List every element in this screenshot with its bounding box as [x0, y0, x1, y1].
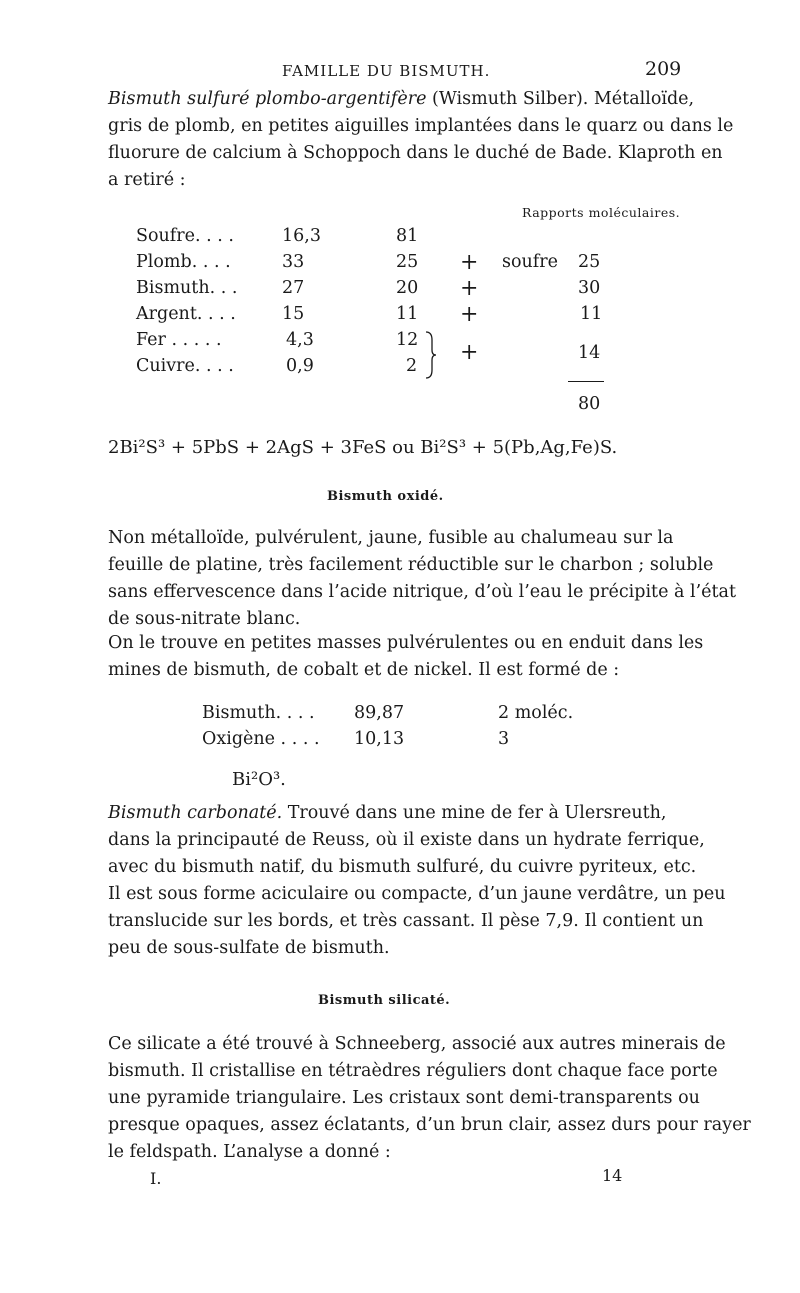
paragraph-bismuth-sulfure: [108, 86, 734, 194]
element-name: Plomb. . . .: [136, 252, 231, 272]
signature-mark: I.: [150, 1169, 162, 1188]
element-ratio: 2: [406, 356, 418, 376]
paragraph-line: de sous-nitrate blanc.: [108, 609, 301, 629]
element-ratio: 25: [396, 252, 419, 272]
element-value: 0,9: [286, 356, 314, 376]
paragraph-line: presque opaques, assez éclatants, d’un brun clair, assez durs pour rayer: [108, 1115, 751, 1135]
paragraph-line: peu de sous-sulfate de bismuth.: [108, 938, 390, 958]
paragraph-bismuth-carbonate: [108, 800, 726, 962]
paragraph-bismuth-silicate: [108, 1031, 751, 1166]
paragraph-line: sans effervescence dans l’acide nitrique, d’où l’eau le précipite à l’état: [108, 582, 737, 602]
paragraph-line: On le trouve en petites masses pulvérulentes ou en enduit dans les: [108, 633, 704, 653]
plus-sign: +: [460, 340, 479, 365]
element-value: 4,3: [286, 330, 314, 350]
molecular-value: 11: [580, 304, 603, 324]
section-title-italic: Bismuth carbonaté.: [108, 803, 283, 823]
paragraph-line: le feldspath. L’analyse a donné :: [108, 1142, 391, 1162]
element-ratio: 12: [396, 330, 419, 350]
formula-sulfure: 2Bi²S³ + 5PbS + 2AgS + 3FeS ou Bi²S³ + 5(Pb,Ag,Fe)S.: [108, 437, 618, 458]
molecular-total: 80: [578, 394, 601, 414]
paragraph-line-first: [108, 86, 695, 113]
paragraph-line: dans la principauté de Reuss, où il existe dans un hydrate ferrique,: [108, 830, 705, 850]
element-name: Cuivre. . . .: [136, 356, 234, 376]
paragraph-line: a retiré :: [108, 170, 186, 190]
section-title-bismuth-silicate: Bismuth silicaté.: [318, 993, 451, 1008]
paragraph-line: gris de plomb, en petites aiguilles implantées dans le quarz ou dans le: [108, 116, 734, 136]
page-number: 209: [645, 58, 682, 80]
signature-number: 14: [602, 1166, 623, 1185]
paragraph-line: avec du bismuth natif, du bismuth sulfuré, du cuivre pyriteux, etc.: [108, 857, 697, 877]
element-value: 89,87: [354, 703, 405, 723]
element-name: Bismuth. . . .: [202, 703, 315, 723]
element-name: Fer . . . . .: [136, 330, 222, 350]
element-name: Soufre. . . .: [136, 226, 234, 246]
paragraph-line: Ce silicate a été trouvé à Schneeberg, associé aux autres minerais de: [108, 1034, 726, 1054]
molecular-value: 3: [498, 729, 510, 749]
paragraph-line: bismuth. Il cristallise en tétraèdres réguliers dont chaque face porte: [108, 1061, 718, 1081]
sum-rule: [568, 381, 604, 382]
element-value: 27: [282, 278, 305, 298]
formula-oxide: Bi²O³.: [232, 769, 286, 790]
text-fragment: (Wismuth Silber). Métalloïde,: [426, 89, 695, 109]
paragraph-bismuth-oxide-2: [108, 630, 704, 684]
paragraph-line: fluorure de calcium à Schoppoch dans le duché de Bade. Klaproth en: [108, 143, 723, 163]
right-brace-icon: [424, 330, 438, 380]
paragraph-bismuth-oxide: [108, 525, 737, 633]
plus-sign: +: [460, 250, 479, 275]
paragraph-line-first: [108, 800, 684, 827]
element-name: Oxigène . . . .: [202, 729, 320, 749]
paragraph-line: mines de bismuth, de cobalt et de nickel. Il est formé de :: [108, 660, 620, 680]
molecular-value: 2 moléc.: [498, 703, 574, 723]
soufre-label: soufre: [502, 252, 558, 272]
element-name: Argent. . . .: [136, 304, 236, 324]
rapports-label: Rapports moléculaires.: [522, 205, 681, 220]
molecular-value: 30: [578, 278, 601, 298]
element-value: 16,3: [282, 226, 321, 246]
element-ratio: 20: [396, 278, 419, 298]
text-fragment: Trouvé dans une mine de fer à Ulersreuth,: [282, 803, 667, 823]
element-ratio: 11: [396, 304, 419, 324]
element-value: 15: [282, 304, 305, 324]
element-value: 10,13: [354, 729, 405, 749]
element-ratio: 81: [396, 226, 419, 246]
paragraph-line: Non métalloïde, pulvérulent, jaune, fusible au chalumeau sur la: [108, 528, 674, 548]
paragraph-line: translucide sur les bords, et très cassant. Il pèse 7,9. Il contient un: [108, 911, 704, 931]
section-title-bismuth-oxide: Bismuth oxidé.: [327, 489, 444, 504]
element-value: 33: [282, 252, 305, 272]
paragraph-line: Il est sous forme aciculaire ou compacte, d’un jaune verdâtre, un peu: [108, 884, 726, 904]
plus-sign: +: [460, 302, 479, 327]
paragraph-line: feuille de platine, très facilement réductible sur le charbon ; soluble: [108, 555, 714, 575]
running-head: FAMILLE DU BISMUTH.: [282, 62, 491, 80]
paragraph-line: une pyramide triangulaire. Les cristaux sont demi-transparents ou: [108, 1088, 700, 1108]
molecular-value: 14: [578, 343, 601, 363]
element-name: Bismuth. . .: [136, 278, 238, 298]
section-title-italic: Bismuth sulfuré plombo-argentifère: [108, 89, 427, 109]
molecular-value: 25: [578, 252, 601, 272]
plus-sign: +: [460, 276, 479, 301]
